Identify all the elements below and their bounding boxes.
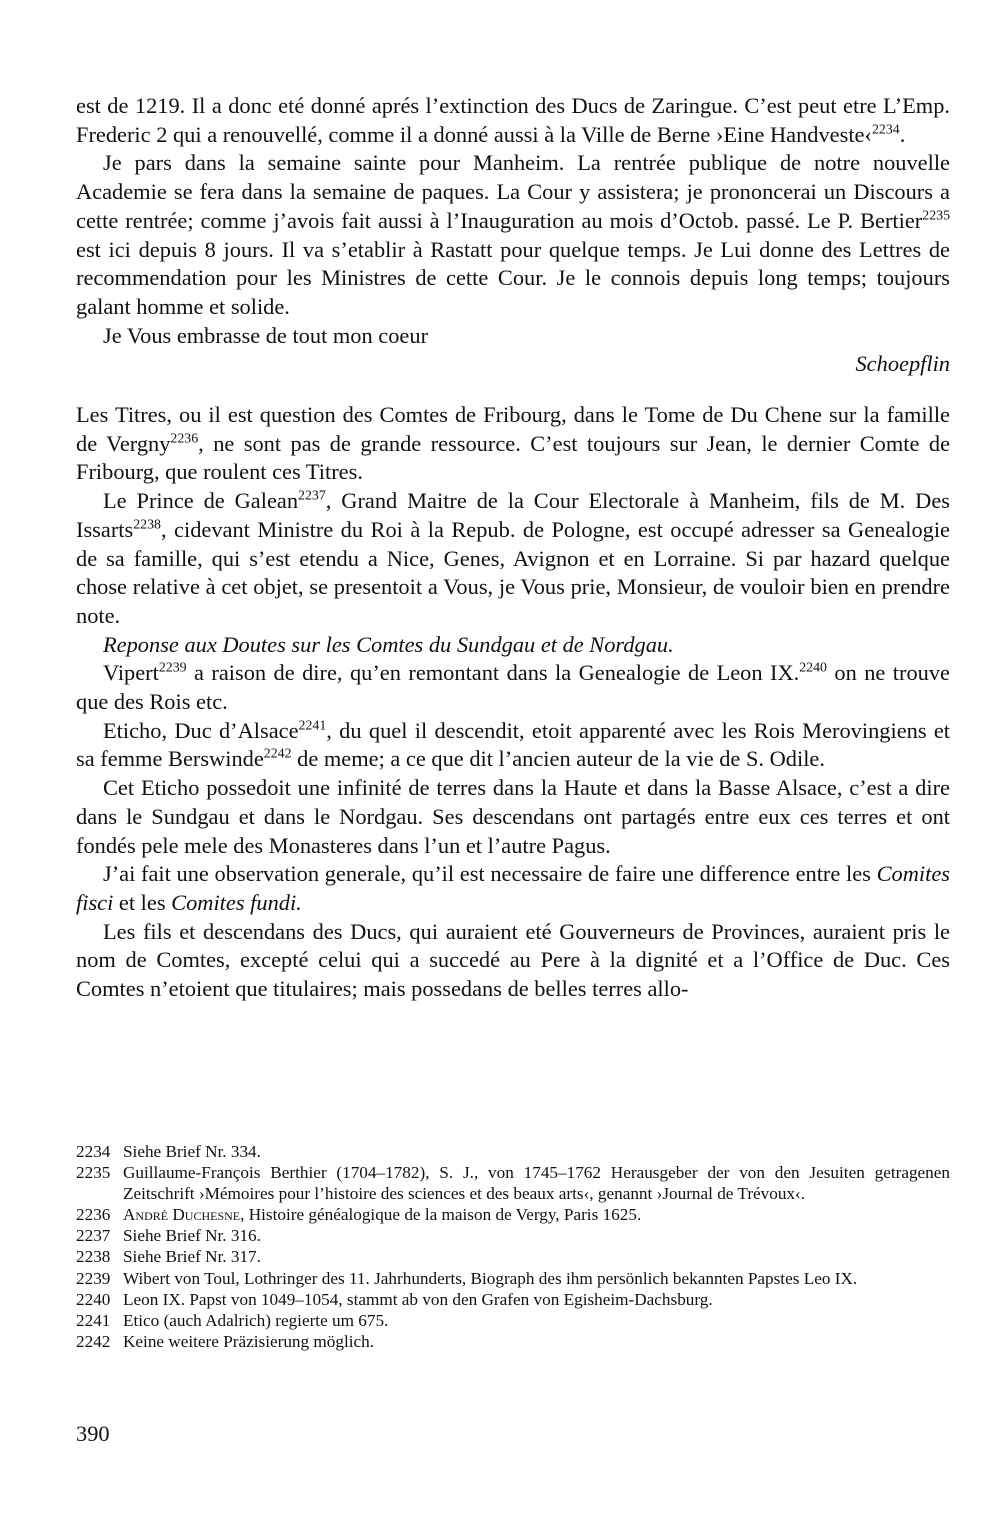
footnote-ref-2237[interactable]: 2237 (298, 488, 326, 504)
footnote (76, 1162, 950, 1204)
section-heading: Reponse aux Doutes sur les Comtes du Sundgau et de Nordgau. (103, 631, 674, 657)
footnote-ref-2235[interactable]: 2235 (922, 208, 950, 224)
footnote (76, 1289, 950, 1310)
signature: Schoepflin (855, 351, 950, 377)
page-number: 390 (76, 1421, 110, 1446)
paragraph-8: Eticho, Duc d’Alsace$^{2241}$, du quel il descendit, etoit apparenté avec les Rois Merovingiens et sa femme Berswinde$^{2242}$ de meme; a ce que dit l’ancien auteur de la vie de S. Odile. (76, 717, 950, 772)
paragraph-4: Les Titres, ou il est question des Comtes de Fribourg, dans le Tome de Du Chene sur la famille de Vergny$^{2236}$, ne sont pas de grande ressource. C’est toujours sur Jean, le dernier Comte de Fribourg, que roulent ces Titres. (76, 402, 951, 485)
footnote (76, 1310, 950, 1331)
footnote-text: , Histoire généalogique de la maison de Vergy, Paris 1625. (240, 1205, 642, 1225)
footnote-ref-2238[interactable]: 2238 (133, 517, 161, 533)
footnote (76, 1225, 950, 1246)
footnote-number: 2240 (76, 1289, 111, 1309)
footnote-number: 2241 (76, 1310, 111, 1330)
footnote-ref-2240[interactable]: 2240 (799, 660, 827, 676)
page-body (76, 92, 950, 1004)
footnote-number: 2235 (76, 1163, 111, 1183)
footnote (76, 1204, 950, 1225)
footnote-author: André Duchesne (123, 1205, 241, 1225)
main-text (76, 92, 950, 1004)
footnotes (76, 1141, 950, 1352)
footnote-number: 2242 (76, 1331, 111, 1351)
paragraph-10: J’ai fait une observation generale, qu’il est necessaire de faire une difference entre les Comites fisci et les Comites fundi. (76, 861, 950, 915)
footnote-number: 2239 (76, 1268, 111, 1288)
footnote-text: Wibert von Toul, Lothringer des 11. Jahrhunderts, Biograph des ihm persönlich bekannten Papstes Leo IX. (123, 1268, 858, 1288)
footnote-text: Siehe Brief Nr. 317. (123, 1247, 261, 1267)
footnote-number: 2238 (76, 1247, 111, 1267)
paragraph-9: Cet Eticho possedoit une infinité de terres dans la Haute et dans la Basse Alsace, c’est a dire dans le Sundgau et dans le Nordgau. Ses descendans ont partagés entre eux ces terres et ont fondés pele mele des Monasteres dans l’un et l’autre Pagus. (76, 775, 950, 858)
footnote-text: Etico (auch Adalrich) regierte um 675. (123, 1310, 389, 1330)
footnote-ref-2241[interactable]: 2241 (298, 718, 327, 734)
paragraph-5: Le Prince de Galean$^{2237}$, Grand Maitre de la Cour Electorale à Manheim, fils de M. Des Issarts$^{2238}$, cidevant Ministre du Roi à la Repub. de Pologne, est occupé adresser sa Genealogie de sa famille, qui s’est etendu a Nice, Genes, Avignon et en Lorraine. Si par hazard quelque chose relative à cet objet, se presentoit a Vous, je Vous prie, Monsieur, de vouloir bien en prendre note. (76, 488, 950, 628)
footnote-ref-2234[interactable]: 2234 (871, 122, 900, 138)
footnote-text: Siehe Brief Nr. 316. (123, 1226, 261, 1246)
footnote-ref-2242[interactable]: 2242 (263, 746, 292, 762)
paragraph-11: Les fils et descendans des Ducs, qui auraient eté Gouverneurs de Provinces, auraient pris le nom de Comtes, excepté celui qui a succedé au Pere à la dignité et a l’Office de Duc. Ces Comtes n’etoient que titulaires; mais possedans de belles terres allo- (76, 918, 950, 1002)
closing-line: Je Vous embrasse de tout mon coeur (103, 322, 429, 348)
footnote-number: 2236 (76, 1205, 111, 1225)
footnote-text: Keine weitere Präzisierung möglich. (123, 1331, 375, 1351)
footnote-text: Leon IX. Papst von 1049–1054, stammt ab von den Grafen von Egisheim-Dachsburg. (123, 1289, 713, 1309)
footnote (76, 1141, 950, 1162)
footnote (76, 1246, 950, 1267)
footnote-number: 2237 (76, 1226, 111, 1246)
footnote-ref-2236[interactable]: 2236 (170, 431, 199, 447)
footnote-ref-2239[interactable]: 2239 (158, 660, 187, 676)
paragraph-7: Vipert$^{2239}$ a raison de dire, qu’en remontant dans la Genealogie de Leon IX.$^{2240}$ on ne trouve que des Rois etc. (76, 660, 950, 715)
footnote-text: Guillaume-François Berthier (1704–1782), S. J., von 1745–1762 Herausgeber der von den Jesuiten getragenen Zeitschrift ›Mémoires pour l’histoire des sciences et des beaux arts‹, genannt ›Journal de Trévoux‹. (123, 1163, 950, 1204)
footnote-text: Siehe Brief Nr. 334. (123, 1142, 261, 1161)
paragraph-1: est de 1219. Il a donc eté donné aprés l’extinction des Ducs de Zaringue. C’est peut etre L’Emp. Frederic 2 qui a renouvellé, comme il a donné aussi à la Ville de Berne ›Eine Handveste‹$^{2234}$. (76, 93, 950, 147)
footnote-number: 2234 (76, 1142, 111, 1161)
footnote (76, 1331, 950, 1352)
footnote (76, 1268, 950, 1289)
paragraph-2: Je pars dans la semaine sainte pour Manheim. La rentrée publique de notre nouvelle Academie se fera dans la semaine de paques. La Cour y assistera; je prononcerai un Discours a cette rentrée; comme j’avois fait aussi à l’Inauguration au mois d’Octob. passé. Le P. Bertier$^{2235}$ est ici depuis 8 jours. Il va s’etablir à Rastatt pour quelque temps. Je Lui donne des Lettres de recommendation pour les Ministres de cette Cour. Je le connois depuis long temps; toujours galant homme et solide. (76, 150, 950, 319)
